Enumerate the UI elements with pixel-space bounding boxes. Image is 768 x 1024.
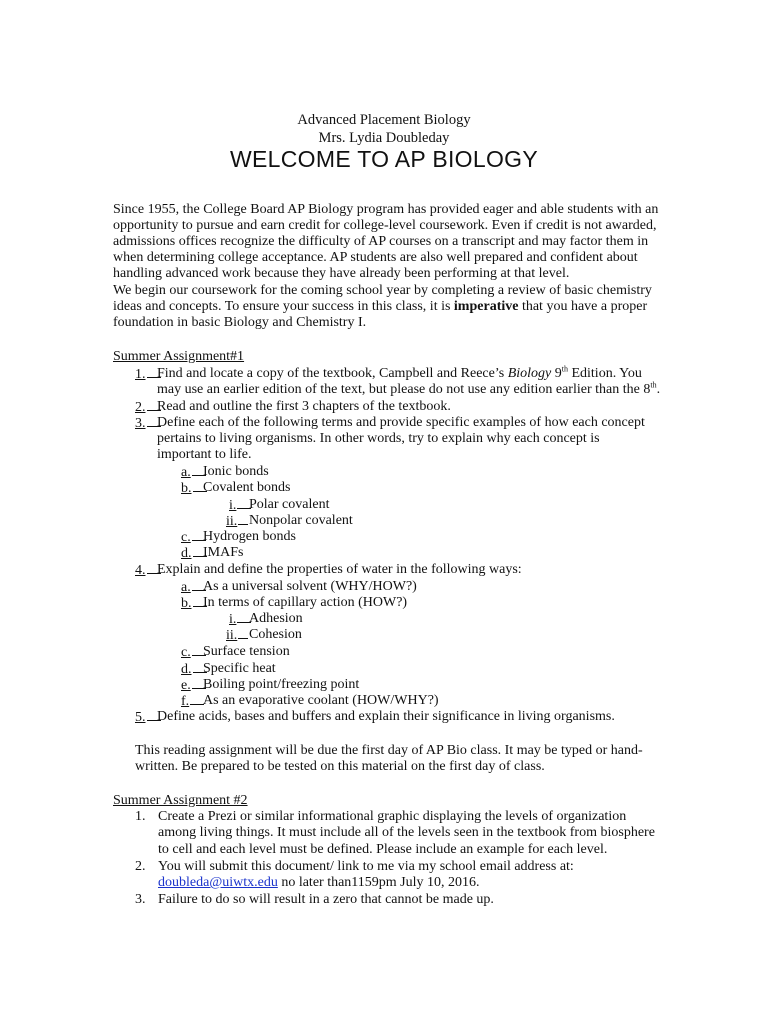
item-number: 3. <box>135 416 161 431</box>
sub-mark: b. <box>181 596 207 611</box>
item-text-continued: among living things. It must include all of the levels seen in the textbook from biosphere <box>158 825 655 840</box>
list-item <box>135 399 451 416</box>
sub-text: In terms of capillary action (HOW?) <box>203 595 408 610</box>
intro-line-1: Since 1955, the College Board AP Biology program has provided eager and able students with an <box>113 202 659 217</box>
sub-text: Boiling point/freezing point <box>203 677 360 692</box>
sub-item <box>181 595 408 612</box>
list-item <box>135 562 522 579</box>
sub-text: Covalent bonds <box>203 480 291 495</box>
sub-mark: b. <box>181 481 207 496</box>
sub-text: As a universal solvent (WHY/HOW?) <box>203 579 417 594</box>
sub-text: Specific heat <box>203 661 276 676</box>
item-number: 3. <box>135 892 146 907</box>
list-item <box>135 859 574 875</box>
sub-mark: d. <box>181 546 207 561</box>
email-link[interactable]: doubleda@uiwtx.edu <box>158 875 278 890</box>
sub-text: Hydrogen bonds <box>203 529 296 544</box>
intro-line-6: We begin our coursework for the coming school year by completing a review of basic chemistry <box>113 283 652 298</box>
sub-item <box>181 529 296 546</box>
item-number: 2. <box>135 859 146 874</box>
sub-item <box>181 480 291 497</box>
sub-sub-item <box>229 611 303 628</box>
sub-item <box>181 464 269 481</box>
sub-mark: f. <box>181 694 204 709</box>
teacher-name: Mrs. Lydia Doubleday <box>318 130 450 146</box>
sub-text: Ionic bonds <box>203 464 269 479</box>
sub-mark: e. <box>181 678 206 693</box>
item-text: Create a Prezi or similar informational graphic displaying the levels of organization <box>158 809 627 824</box>
list-item <box>135 709 615 726</box>
sub-mark: a. <box>181 465 206 480</box>
item-number: 2. <box>135 400 161 415</box>
intro-line-7-text: ideas and concepts. To ensure your success in this class, it is <box>113 299 454 314</box>
list-item <box>135 415 645 432</box>
intro-line-5: handling advanced work because they have already been performing at that level. <box>113 266 570 281</box>
item-number: 5. <box>135 710 161 725</box>
item-text: Read and outline the first 3 chapters of the textbook. <box>157 399 451 414</box>
item-number: 4. <box>135 563 161 578</box>
intro-line-7 <box>113 299 647 315</box>
sub-item <box>181 579 417 596</box>
item-text-continued: important to life. <box>157 447 252 462</box>
intro-line-3: admissions offices recognize the difficulty of AP courses on a transcript and may factor them in <box>113 234 649 249</box>
item-text: Failure to do so will result in a zero that cannot be made up. <box>158 892 494 907</box>
sub-sub-item <box>226 513 353 530</box>
sub-text: As an evaporative coolant (HOW/WHY?) <box>203 693 439 708</box>
intro-line-8: foundation in basic Biology and Chemistry I. <box>113 315 367 330</box>
list-item <box>135 809 627 825</box>
emphasis-word: imperative <box>453 299 519 314</box>
sub-mark: i. <box>229 612 251 627</box>
assignment-1-note-line-1: This reading assignment will be due the first day of AP Bio class. It may be typed or hand- <box>135 743 643 758</box>
sub-mark: a. <box>181 580 206 595</box>
sub-sub-item <box>229 497 330 514</box>
sub-text: Surface tension <box>203 644 290 659</box>
sub-item <box>181 677 360 694</box>
assignment-1-heading: Summer Assignment#1 <box>113 349 245 364</box>
assignment-1-note-line-2: written. Be prepared to be tested on this material on the first day of class. <box>135 759 545 774</box>
item-text: You will submit this document/ link to me via my school email address at: <box>158 859 574 874</box>
item-number: 1. <box>135 809 146 824</box>
item-text-continued <box>158 875 480 891</box>
sub-text: Cohesion <box>249 627 302 642</box>
sub-item <box>181 644 290 661</box>
item-text: Define acids, bases and buffers and explain their significance in living organisms. <box>157 709 615 724</box>
sub-mark: ii. <box>226 628 248 643</box>
sub-text: IMAFs <box>203 545 244 560</box>
intro-line-4: when determining college acceptance. AP students are also well prepared and confident about <box>113 250 638 265</box>
sub-text: Adhesion <box>249 611 303 626</box>
assignment-2-heading: Summer Assignment #2 <box>113 793 248 808</box>
intro-line-7-end: that you have a proper <box>518 299 648 314</box>
item-text-continued: pertains to living organisms. In other words, try to explain why each concept is <box>157 431 600 446</box>
sub-mark: c. <box>181 530 206 545</box>
sub-text: Polar covalent <box>249 497 330 512</box>
page-title: WELCOME TO AP BIOLOGY <box>230 146 538 172</box>
sub-mark: ii. <box>226 514 248 529</box>
item-number: 1. <box>135 367 161 382</box>
sub-mark: i. <box>229 498 251 513</box>
course-name: Advanced Placement Biology <box>297 112 471 128</box>
sub-sub-item <box>226 627 302 644</box>
deadline-text: no later than1159pm July 10, 2016. <box>277 875 480 890</box>
sub-item <box>181 545 244 562</box>
intro-line-2: opportunity to pursue and earn credit for college-level coursework. Even if credit is not awarded, <box>113 218 657 233</box>
sub-item <box>181 693 439 710</box>
item-text: Explain and define the properties of water in the following ways: <box>157 562 522 577</box>
item-text-continued: may use an earlier edition of the text, but please do not use any edition earlier than the 8th. <box>157 380 661 397</box>
list-item <box>135 892 494 908</box>
sub-text: Nonpolar covalent <box>249 513 353 528</box>
sub-mark: d. <box>181 662 207 677</box>
sub-item <box>181 661 276 678</box>
list-item <box>135 364 642 383</box>
item-text: Define each of the following terms and provide specific examples of how each concept <box>157 415 645 430</box>
sub-mark: c. <box>181 645 206 660</box>
book-title: Biology <box>507 366 552 381</box>
item-text: Find and locate a copy of the textbook, Campbell and Reece’s Biology 9th Edition. You <box>157 364 642 381</box>
item-text-continued: to cell and each level must be defined. Please include an example for each level. <box>158 842 608 857</box>
